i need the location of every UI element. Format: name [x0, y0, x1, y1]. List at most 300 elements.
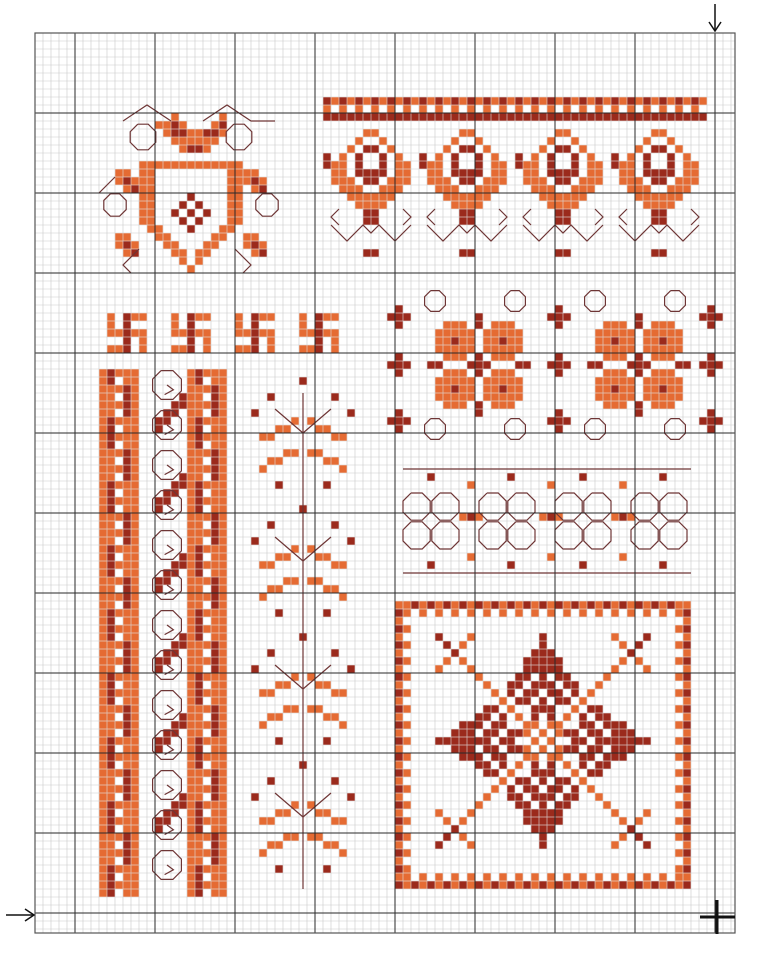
- stitch-orange: [131, 705, 138, 712]
- stitch-dark: [571, 681, 578, 688]
- stitch-orange: [219, 761, 226, 768]
- stitch-orange: [667, 329, 674, 336]
- stitch-dark: [107, 505, 114, 512]
- stitch-orange: [675, 185, 682, 192]
- stitch-dark: [475, 737, 482, 744]
- stitch-orange: [339, 433, 346, 440]
- stitch-orange: [483, 873, 490, 880]
- stitch-orange: [203, 345, 210, 352]
- stitch-orange: [107, 313, 114, 320]
- stitch-dark: [323, 97, 330, 104]
- stitch-dark: [355, 97, 362, 104]
- stitch-orange: [99, 633, 106, 640]
- stitch-orange: [187, 401, 194, 408]
- stitch-orange: [123, 489, 130, 496]
- stitch-orange: [131, 465, 138, 472]
- stitch-orange: [611, 369, 618, 376]
- stitch-dark: [123, 593, 130, 600]
- stitch-orange: [219, 129, 226, 136]
- stitch-dark: [571, 601, 578, 608]
- stitch-orange: [267, 689, 274, 696]
- stitch-dark: [635, 313, 642, 320]
- stitch-orange: [99, 489, 106, 496]
- stitch-dark: [131, 185, 138, 192]
- stitch-orange: [547, 553, 554, 560]
- stitch-dark: [667, 113, 674, 120]
- stitch-orange: [195, 529, 202, 536]
- stitch-dark: [579, 713, 586, 720]
- stitch-dark: [163, 497, 170, 504]
- stitch-orange: [219, 737, 226, 744]
- stitch-dark: [563, 745, 570, 752]
- stitch-orange: [419, 881, 426, 888]
- stitch-dark: [547, 705, 554, 712]
- stitch-orange: [451, 377, 458, 384]
- stitch-orange: [443, 401, 450, 408]
- stitch-orange: [131, 801, 138, 808]
- stitch-orange: [467, 105, 474, 112]
- stitch-orange: [219, 233, 226, 240]
- stitch-orange: [203, 137, 210, 144]
- stitch-orange: [131, 481, 138, 488]
- stitch-dark: [539, 697, 546, 704]
- stitch-orange: [203, 881, 210, 888]
- stitch-orange: [259, 177, 266, 184]
- stitch-dark: [595, 729, 602, 736]
- stitch-orange: [595, 337, 602, 344]
- stitch-dark: [683, 625, 690, 632]
- stitch-dark: [475, 601, 482, 608]
- stitch-orange: [307, 833, 314, 840]
- stitch-dark: [195, 825, 202, 832]
- stitch-orange: [675, 641, 682, 648]
- stitch-orange: [571, 705, 578, 712]
- stitch-dark: [603, 753, 610, 760]
- stitch-orange: [459, 657, 466, 664]
- stitch-orange: [147, 193, 154, 200]
- stitch-dark: [475, 881, 482, 888]
- stitch-orange: [291, 833, 298, 840]
- stitch-orange: [147, 225, 154, 232]
- stitch-dark: [179, 793, 186, 800]
- stitch-orange: [651, 329, 658, 336]
- stitch-dark: [211, 593, 218, 600]
- stitch-dark: [555, 169, 562, 176]
- stitch-orange: [283, 425, 290, 432]
- stitch-dark: [627, 737, 634, 744]
- stitch-orange: [659, 881, 666, 888]
- stitch-dark: [531, 761, 538, 768]
- stitch-dark: [579, 113, 586, 120]
- stitch-orange: [563, 713, 570, 720]
- stitch-orange: [187, 449, 194, 456]
- stitch-orange: [107, 457, 114, 464]
- stitch-orange: [315, 681, 322, 688]
- stitch-orange: [123, 809, 130, 816]
- stitch-dark: [211, 457, 218, 464]
- stitch-dark: [195, 417, 202, 424]
- stitch-orange: [467, 633, 474, 640]
- stitch-orange: [131, 753, 138, 760]
- stitch-orange: [187, 817, 194, 824]
- stitch-orange: [115, 881, 122, 888]
- stitch-orange: [339, 105, 346, 112]
- stitch-orange: [323, 681, 330, 688]
- stitch-dark: [587, 705, 594, 712]
- stitch-orange: [107, 665, 114, 672]
- stitch-dark: [491, 705, 498, 712]
- stitch-dark: [211, 705, 218, 712]
- stitch-orange: [235, 329, 242, 336]
- stitch-dark: [395, 321, 402, 328]
- stitch-orange: [187, 161, 194, 168]
- stitch-dark: [371, 113, 378, 120]
- stitch-orange: [195, 401, 202, 408]
- stitch-dark: [451, 729, 458, 736]
- stitch-dark: [523, 697, 530, 704]
- stitch-orange: [115, 705, 122, 712]
- stitch-orange: [219, 561, 226, 568]
- stitch-orange: [323, 553, 330, 560]
- stitch-orange: [579, 601, 586, 608]
- stitch-orange: [195, 585, 202, 592]
- stitch-orange: [323, 425, 330, 432]
- stitch-dark: [499, 761, 506, 768]
- stitch-dark: [451, 385, 458, 392]
- stitch-orange: [547, 137, 554, 144]
- stitch-dark: [587, 729, 594, 736]
- stitch-orange: [643, 337, 650, 344]
- stitch-orange: [203, 865, 210, 872]
- stitch-orange: [427, 97, 434, 104]
- stitch-dark: [163, 737, 170, 744]
- stitch-orange: [195, 249, 202, 256]
- stitch-orange: [107, 345, 114, 352]
- stitch-orange: [131, 761, 138, 768]
- stitch-dark: [507, 793, 514, 800]
- stitch-orange: [587, 161, 594, 168]
- stitch-orange: [531, 153, 538, 160]
- stitch-orange: [451, 345, 458, 352]
- stitch-orange: [619, 329, 626, 336]
- stitch-orange: [355, 185, 362, 192]
- stitch-orange: [355, 105, 362, 112]
- stitch-orange: [99, 481, 106, 488]
- stitch-orange: [531, 169, 538, 176]
- stitch-orange: [219, 713, 226, 720]
- stitch-dark: [395, 641, 402, 648]
- stitch-orange: [395, 601, 402, 608]
- stitch-orange: [443, 393, 450, 400]
- stitch-orange: [203, 801, 210, 808]
- stitch-dark: [579, 561, 586, 568]
- stitch-dark: [395, 305, 402, 312]
- stitch-orange: [291, 705, 298, 712]
- stitch-orange: [659, 377, 666, 384]
- stitch-dark: [363, 249, 370, 256]
- stitch-dark: [475, 401, 482, 408]
- stitch-dark: [611, 113, 618, 120]
- stitch-dark: [107, 441, 114, 448]
- stitch-orange: [107, 449, 114, 456]
- stitch-dark: [203, 129, 210, 136]
- stitch-orange: [403, 881, 410, 888]
- stitch-orange: [211, 497, 218, 504]
- stitch-dark: [563, 177, 570, 184]
- stitch-orange: [443, 657, 450, 664]
- stitch-dark: [715, 417, 722, 424]
- stitch-dark: [619, 513, 626, 520]
- stitch-dark: [643, 361, 650, 368]
- stitch-dark: [451, 153, 458, 160]
- stitch-dark: [619, 753, 626, 760]
- stitch-orange: [483, 793, 490, 800]
- stitch-orange: [587, 169, 594, 176]
- stitch-orange: [99, 809, 106, 816]
- stitch-orange: [363, 193, 370, 200]
- stitch-orange: [611, 601, 618, 608]
- stitch-dark: [603, 713, 610, 720]
- stitch-orange: [123, 761, 130, 768]
- stitch-orange: [187, 625, 194, 632]
- stitch-dark: [395, 353, 402, 360]
- stitch-orange: [171, 313, 178, 320]
- stitch-dark: [475, 353, 482, 360]
- stitch-orange: [563, 601, 570, 608]
- stitch-orange: [195, 593, 202, 600]
- stitch-orange: [291, 449, 298, 456]
- stitch-orange: [219, 609, 226, 616]
- stitch-dark: [275, 481, 282, 488]
- stitch-dark: [107, 561, 114, 568]
- stitch-orange: [395, 697, 402, 704]
- stitch-dark: [683, 641, 690, 648]
- stitch-dark: [651, 177, 658, 184]
- stitch-orange: [403, 769, 410, 776]
- stitch-dark: [459, 729, 466, 736]
- stitch-dark: [555, 321, 562, 328]
- stitch-dark: [107, 553, 114, 560]
- stitch-orange: [395, 841, 402, 848]
- stitch-orange: [443, 97, 450, 104]
- stitch-orange: [219, 529, 226, 536]
- stitch-dark: [195, 553, 202, 560]
- stitch-orange: [467, 481, 474, 488]
- stitch-dark: [651, 145, 658, 152]
- stitch-dark: [187, 337, 194, 344]
- stitch-orange: [451, 873, 458, 880]
- stitch-orange: [131, 721, 138, 728]
- stitch-dark: [123, 449, 130, 456]
- stitch-orange: [459, 329, 466, 336]
- stitch-dark: [539, 633, 546, 640]
- stitch-orange: [131, 769, 138, 776]
- stitch-orange: [115, 369, 122, 376]
- stitch-orange: [267, 433, 274, 440]
- stitch-dark: [627, 649, 634, 656]
- stitch-orange: [627, 337, 634, 344]
- stitch-orange: [187, 545, 194, 552]
- stitch-dark: [523, 601, 530, 608]
- stitch-dark: [635, 833, 642, 840]
- stitch-orange: [131, 665, 138, 672]
- stitch-orange: [651, 401, 658, 408]
- stitch-orange: [699, 97, 706, 104]
- stitch-orange: [643, 193, 650, 200]
- stitch-orange: [603, 801, 610, 808]
- stitch-orange: [339, 177, 346, 184]
- stitch-orange: [131, 889, 138, 896]
- stitch-dark: [627, 113, 634, 120]
- stitch-dark: [643, 113, 650, 120]
- stitch-dark: [491, 721, 498, 728]
- stitch-dark: [267, 521, 274, 528]
- stitch-dark: [107, 633, 114, 640]
- stitch-orange: [443, 329, 450, 336]
- stitch-dark: [483, 113, 490, 120]
- stitch-dark: [163, 577, 170, 584]
- stitch-orange: [211, 809, 218, 816]
- stitch-dark: [547, 161, 554, 168]
- stitch-dark: [603, 881, 610, 888]
- stitch-dark: [635, 601, 642, 608]
- stitch-dark: [371, 97, 378, 104]
- stitch-dark: [635, 321, 642, 328]
- stitch-orange: [107, 385, 114, 392]
- stitch-dark: [323, 865, 330, 872]
- stitch-orange: [675, 753, 682, 760]
- stitch-dark: [523, 689, 530, 696]
- stitch-orange: [667, 385, 674, 392]
- stitch-orange: [467, 809, 474, 816]
- stitch-dark: [195, 545, 202, 552]
- stitch-orange: [123, 737, 130, 744]
- stitch-orange: [187, 761, 194, 768]
- stitch-orange: [475, 801, 482, 808]
- stitch-dark: [531, 97, 538, 104]
- stitch-orange: [99, 649, 106, 656]
- stitch-orange: [531, 609, 538, 616]
- stitch-orange: [275, 585, 282, 592]
- stitch-orange: [99, 553, 106, 560]
- stitch-dark: [363, 113, 370, 120]
- stitch-orange: [115, 529, 122, 536]
- stitch-orange: [131, 737, 138, 744]
- stitch-orange: [651, 321, 658, 328]
- stitch-orange: [419, 601, 426, 608]
- stitch-dark: [475, 753, 482, 760]
- stitch-orange: [195, 849, 202, 856]
- stitch-dark: [419, 113, 426, 120]
- stitch-orange: [547, 201, 554, 208]
- stitch-dark: [683, 817, 690, 824]
- stitch-orange: [691, 161, 698, 168]
- stitch-dark: [211, 529, 218, 536]
- stitch-orange: [131, 617, 138, 624]
- stitch-dark: [539, 665, 546, 672]
- stitch-orange: [211, 121, 218, 128]
- stitch-orange: [499, 873, 506, 880]
- stitch-orange: [531, 721, 538, 728]
- stitch-orange: [123, 801, 130, 808]
- stitch-dark: [331, 113, 338, 120]
- stitch-orange: [259, 329, 266, 336]
- stitch-dark: [547, 689, 554, 696]
- stitch-dark: [571, 793, 578, 800]
- stitch-dark: [395, 769, 402, 776]
- stitch-orange: [683, 161, 690, 168]
- stitch-dark: [571, 689, 578, 696]
- stitch-orange: [123, 497, 130, 504]
- stitch-orange: [635, 145, 642, 152]
- stitch-orange: [331, 97, 338, 104]
- stitch-orange: [499, 161, 506, 168]
- stitch-orange: [467, 665, 474, 672]
- stitch-orange: [219, 769, 226, 776]
- stitch-orange: [659, 601, 666, 608]
- stitch-orange: [211, 369, 218, 376]
- stitch-dark: [515, 361, 522, 368]
- stitch-orange: [219, 657, 226, 664]
- stitch-dark: [107, 417, 114, 424]
- stitch-orange: [99, 745, 106, 752]
- stitch-orange: [395, 681, 402, 688]
- stitch-orange: [99, 449, 106, 456]
- stitch-dark: [619, 881, 626, 888]
- stitch-orange: [299, 329, 306, 336]
- stitch-orange: [435, 153, 442, 160]
- stitch-orange: [203, 849, 210, 856]
- stitch-orange: [643, 329, 650, 336]
- stitch-dark: [323, 481, 330, 488]
- stitch-dark: [499, 721, 506, 728]
- stitch-orange: [339, 817, 346, 824]
- stitch-orange: [675, 673, 682, 680]
- stitch-orange: [147, 209, 154, 216]
- stitch-dark: [435, 361, 442, 368]
- stitch-dark: [555, 689, 562, 696]
- stitch-dark: [611, 161, 618, 168]
- stitch-orange: [219, 809, 226, 816]
- stitch-orange: [403, 601, 410, 608]
- stitch-dark: [579, 753, 586, 760]
- stitch-orange: [667, 393, 674, 400]
- stitch-dark: [251, 665, 258, 672]
- stitch-orange: [515, 337, 522, 344]
- stitch-orange: [195, 641, 202, 648]
- stitch-dark: [475, 721, 482, 728]
- stitch-orange: [99, 689, 106, 696]
- stitch-dark: [427, 561, 434, 568]
- stitch-dark: [555, 249, 562, 256]
- stitch-dark: [595, 737, 602, 744]
- stitch-orange: [283, 577, 290, 584]
- stitch-dark: [395, 801, 402, 808]
- stitch-dark: [155, 745, 162, 752]
- stitch-orange: [99, 521, 106, 528]
- stitch-dark: [315, 345, 322, 352]
- stitch-orange: [115, 657, 122, 664]
- stitch-orange: [667, 201, 674, 208]
- stitch-orange: [195, 657, 202, 664]
- stitch-orange: [667, 185, 674, 192]
- stitch-orange: [403, 177, 410, 184]
- stitch-orange: [483, 337, 490, 344]
- stitch-dark: [427, 601, 434, 608]
- stitch-orange: [123, 753, 130, 760]
- stitch-dark: [475, 321, 482, 328]
- stitch-dark: [179, 801, 186, 808]
